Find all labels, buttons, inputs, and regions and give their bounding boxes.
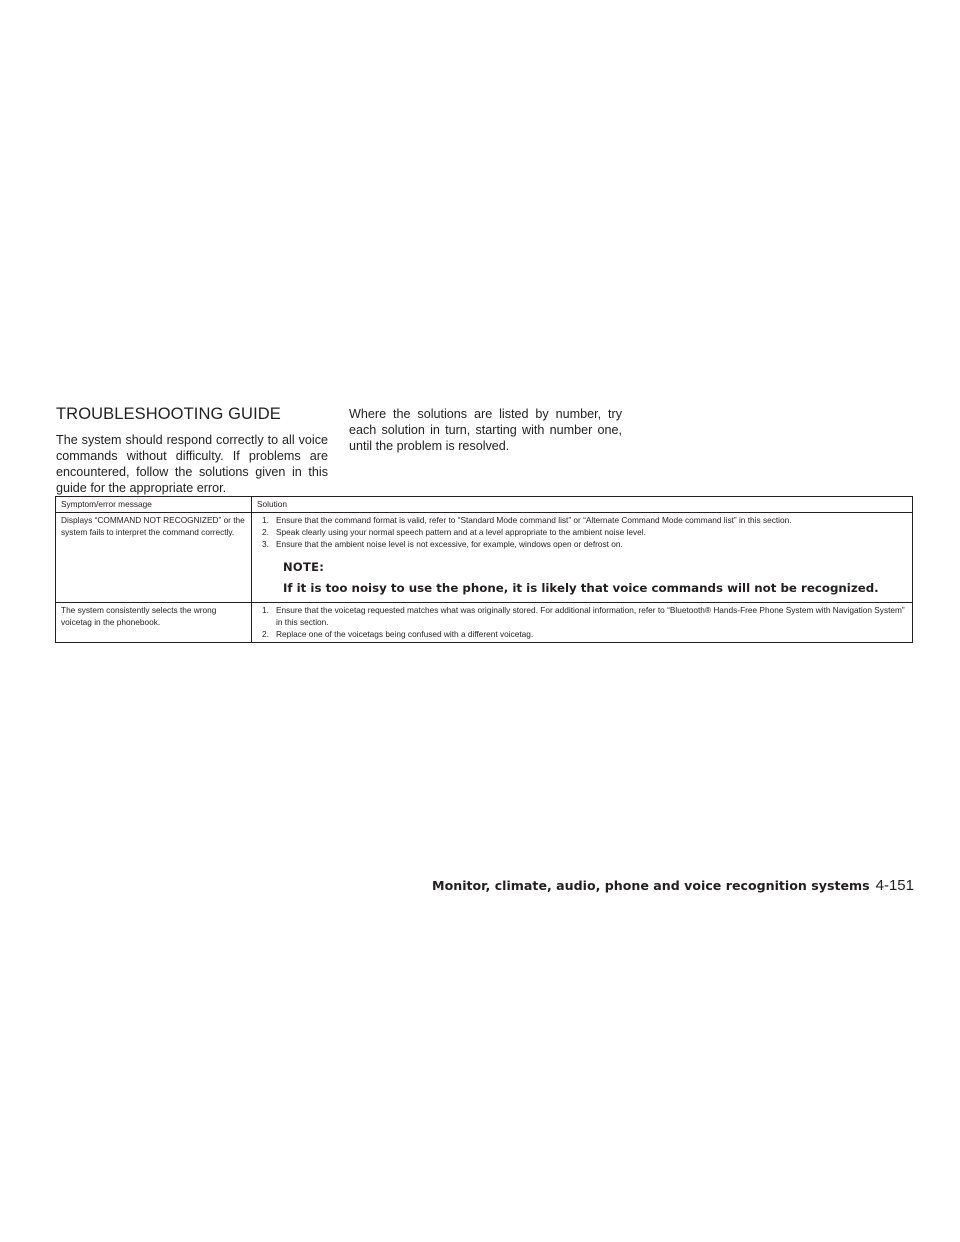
solution-text: Ensure that the command format is valid, refer to “Standard Mode command list” or “Alternate Command Mode command list” in this section. [276,515,792,525]
solution-text: Ensure that the voicetag requested matches what was originally stored. For additional information, refer to “Bluetooth® Hands-Free Phone System with Navigation System” in this section. [276,605,905,627]
instructions-paragraph: Where the solutions are listed by number, try each solution in turn, starting with number one, until the problem is resolved. [349,407,622,453]
solution-list [257,514,908,550]
solution-item [262,526,908,538]
symptom-cell: The system consistently selects the wrong voicetag in the phonebook. [56,603,252,643]
note-block [283,558,908,597]
solution-number: 1. [262,605,269,615]
note-text: If it is too noisy to use the phone, it is likely that voice commands will not be recognized. [283,581,879,595]
solution-text: Speak clearly using your normal speech pattern and at a level appropriate to the ambient noise level. [276,527,646,537]
chapter-title: Monitor, climate, audio, phone and voice recognition systems [432,878,870,893]
solution-text: Replace one of the voicetags being confused with a different voicetag. [276,629,534,639]
solution-cell [252,603,913,643]
header-symptom: Symptom/error message [56,497,252,513]
section-heading: TROUBLESHOOTING GUIDE [56,405,281,423]
solution-text: Ensure that the ambient noise level is not excessive, for example, windows open or defrost on. [276,539,623,549]
header-solution: Solution [252,497,913,513]
solution-item [262,514,908,526]
troubleshooting-table [55,496,913,643]
symptom-cell: Displays “COMMAND NOT RECOGNIZED” or the system fails to interpret the command correctly. [56,513,252,603]
solution-item [262,604,908,628]
intro-paragraph: The system should respond correctly to all voice commands without difficulty. If problems are encountered, follow the solutions given in this guide for the appropriate error. [56,433,328,495]
note-label: NOTE: [283,560,325,574]
solution-item [262,538,908,550]
solution-number: 2. [262,629,269,639]
solution-item [262,628,908,640]
table-row [56,513,913,603]
page-footer [0,877,914,895]
solution-cell [252,513,913,603]
solution-number: 1. [262,515,269,525]
solution-number: 2. [262,527,269,537]
solution-number: 3. [262,539,269,549]
table-header-row [56,497,913,513]
table-row [56,603,913,643]
solution-list [257,604,908,640]
page-number: 4-151 [875,877,914,894]
